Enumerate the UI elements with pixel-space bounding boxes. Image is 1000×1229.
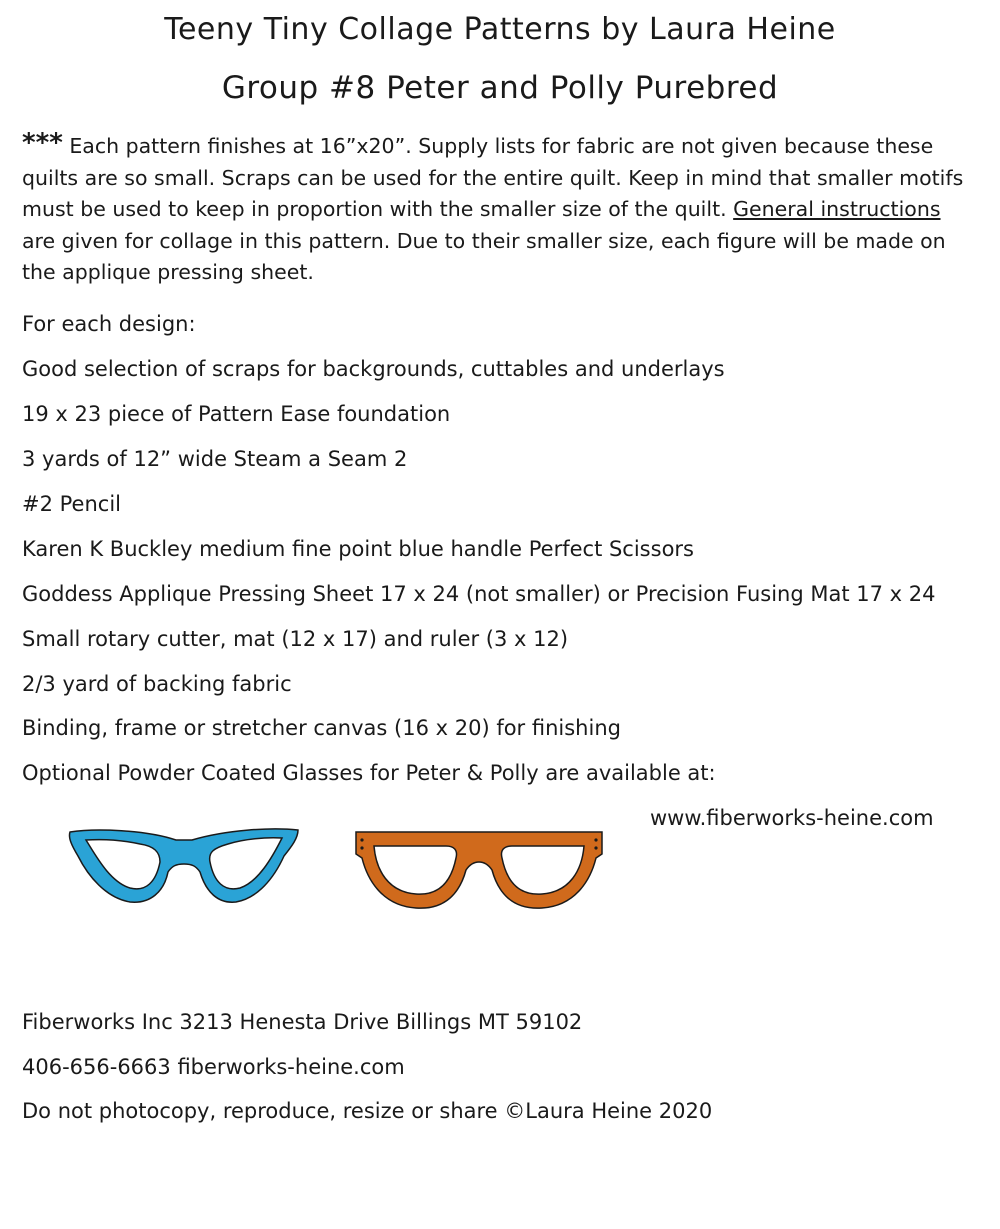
page-subtitle: Group #8 Peter and Polly Purebred [221, 70, 779, 106]
supply-item: Good selection of scraps for backgrounds, cuttables and underlays [22, 357, 725, 381]
footer-address: Fiberworks Inc 3213 Henesta Drive Billings MT 59102 [22, 1010, 583, 1034]
supply-item: 19 x 23 piece of Pattern Ease foundation [22, 402, 451, 426]
optional-glasses-note: Optional Powder Coated Glasses for Peter & Polly are available at: [22, 761, 716, 785]
intro-text-2: are given for collage in this pattern. Due to their smaller size, each figure will be made on the applique pressing sheet. [22, 228, 946, 284]
footer-contact: 406-656-6663 fiberworks-heine.com [22, 1055, 405, 1079]
supplies-heading: For each design: [22, 312, 196, 336]
general-instructions-link[interactable]: General instructions [733, 197, 941, 221]
supply-item: Goddess Applique Pressing Sheet 17 x 24 (not smaller) or Precision Fusing Mat 17 x 24 [22, 582, 936, 606]
supply-item: Karen K Buckley medium fine point blue handle Perfect Scissors [22, 537, 694, 561]
footer-copyright: Do not photocopy, reproduce, resize or share ©Laura Heine 2020 [22, 1099, 713, 1123]
intro-text-1: Each pattern finishes at 16”x20”. Supply lists for fabric are not given because these quilts are so small. Scraps can be used for the entire quilt. Keep in mind that smaller motifs must be used to keep in proportion with the smaller size of the quilt. [22, 134, 964, 221]
supply-item: #2 Pencil [22, 492, 121, 516]
website-link[interactable]: www.fiberworks-heine.com [650, 806, 934, 830]
intro-paragraph [22, 128, 972, 289]
intro-stars: *** [22, 128, 63, 158]
cat-eye-glasses-icon [66, 826, 302, 908]
square-glasses-icon [352, 828, 606, 912]
supply-item: Binding, frame or stretcher canvas (16 x 20) for finishing [22, 716, 621, 740]
supply-item: 2/3 yard of backing fabric [22, 672, 292, 696]
supply-item: 3 yards of 12” wide Steam a Seam 2 [22, 447, 408, 471]
supply-item: Small rotary cutter, mat (12 x 17) and ruler (3 x 12) [22, 627, 569, 651]
page-title: Teeny Tiny Collage Patterns by Laura Heine [164, 12, 836, 47]
